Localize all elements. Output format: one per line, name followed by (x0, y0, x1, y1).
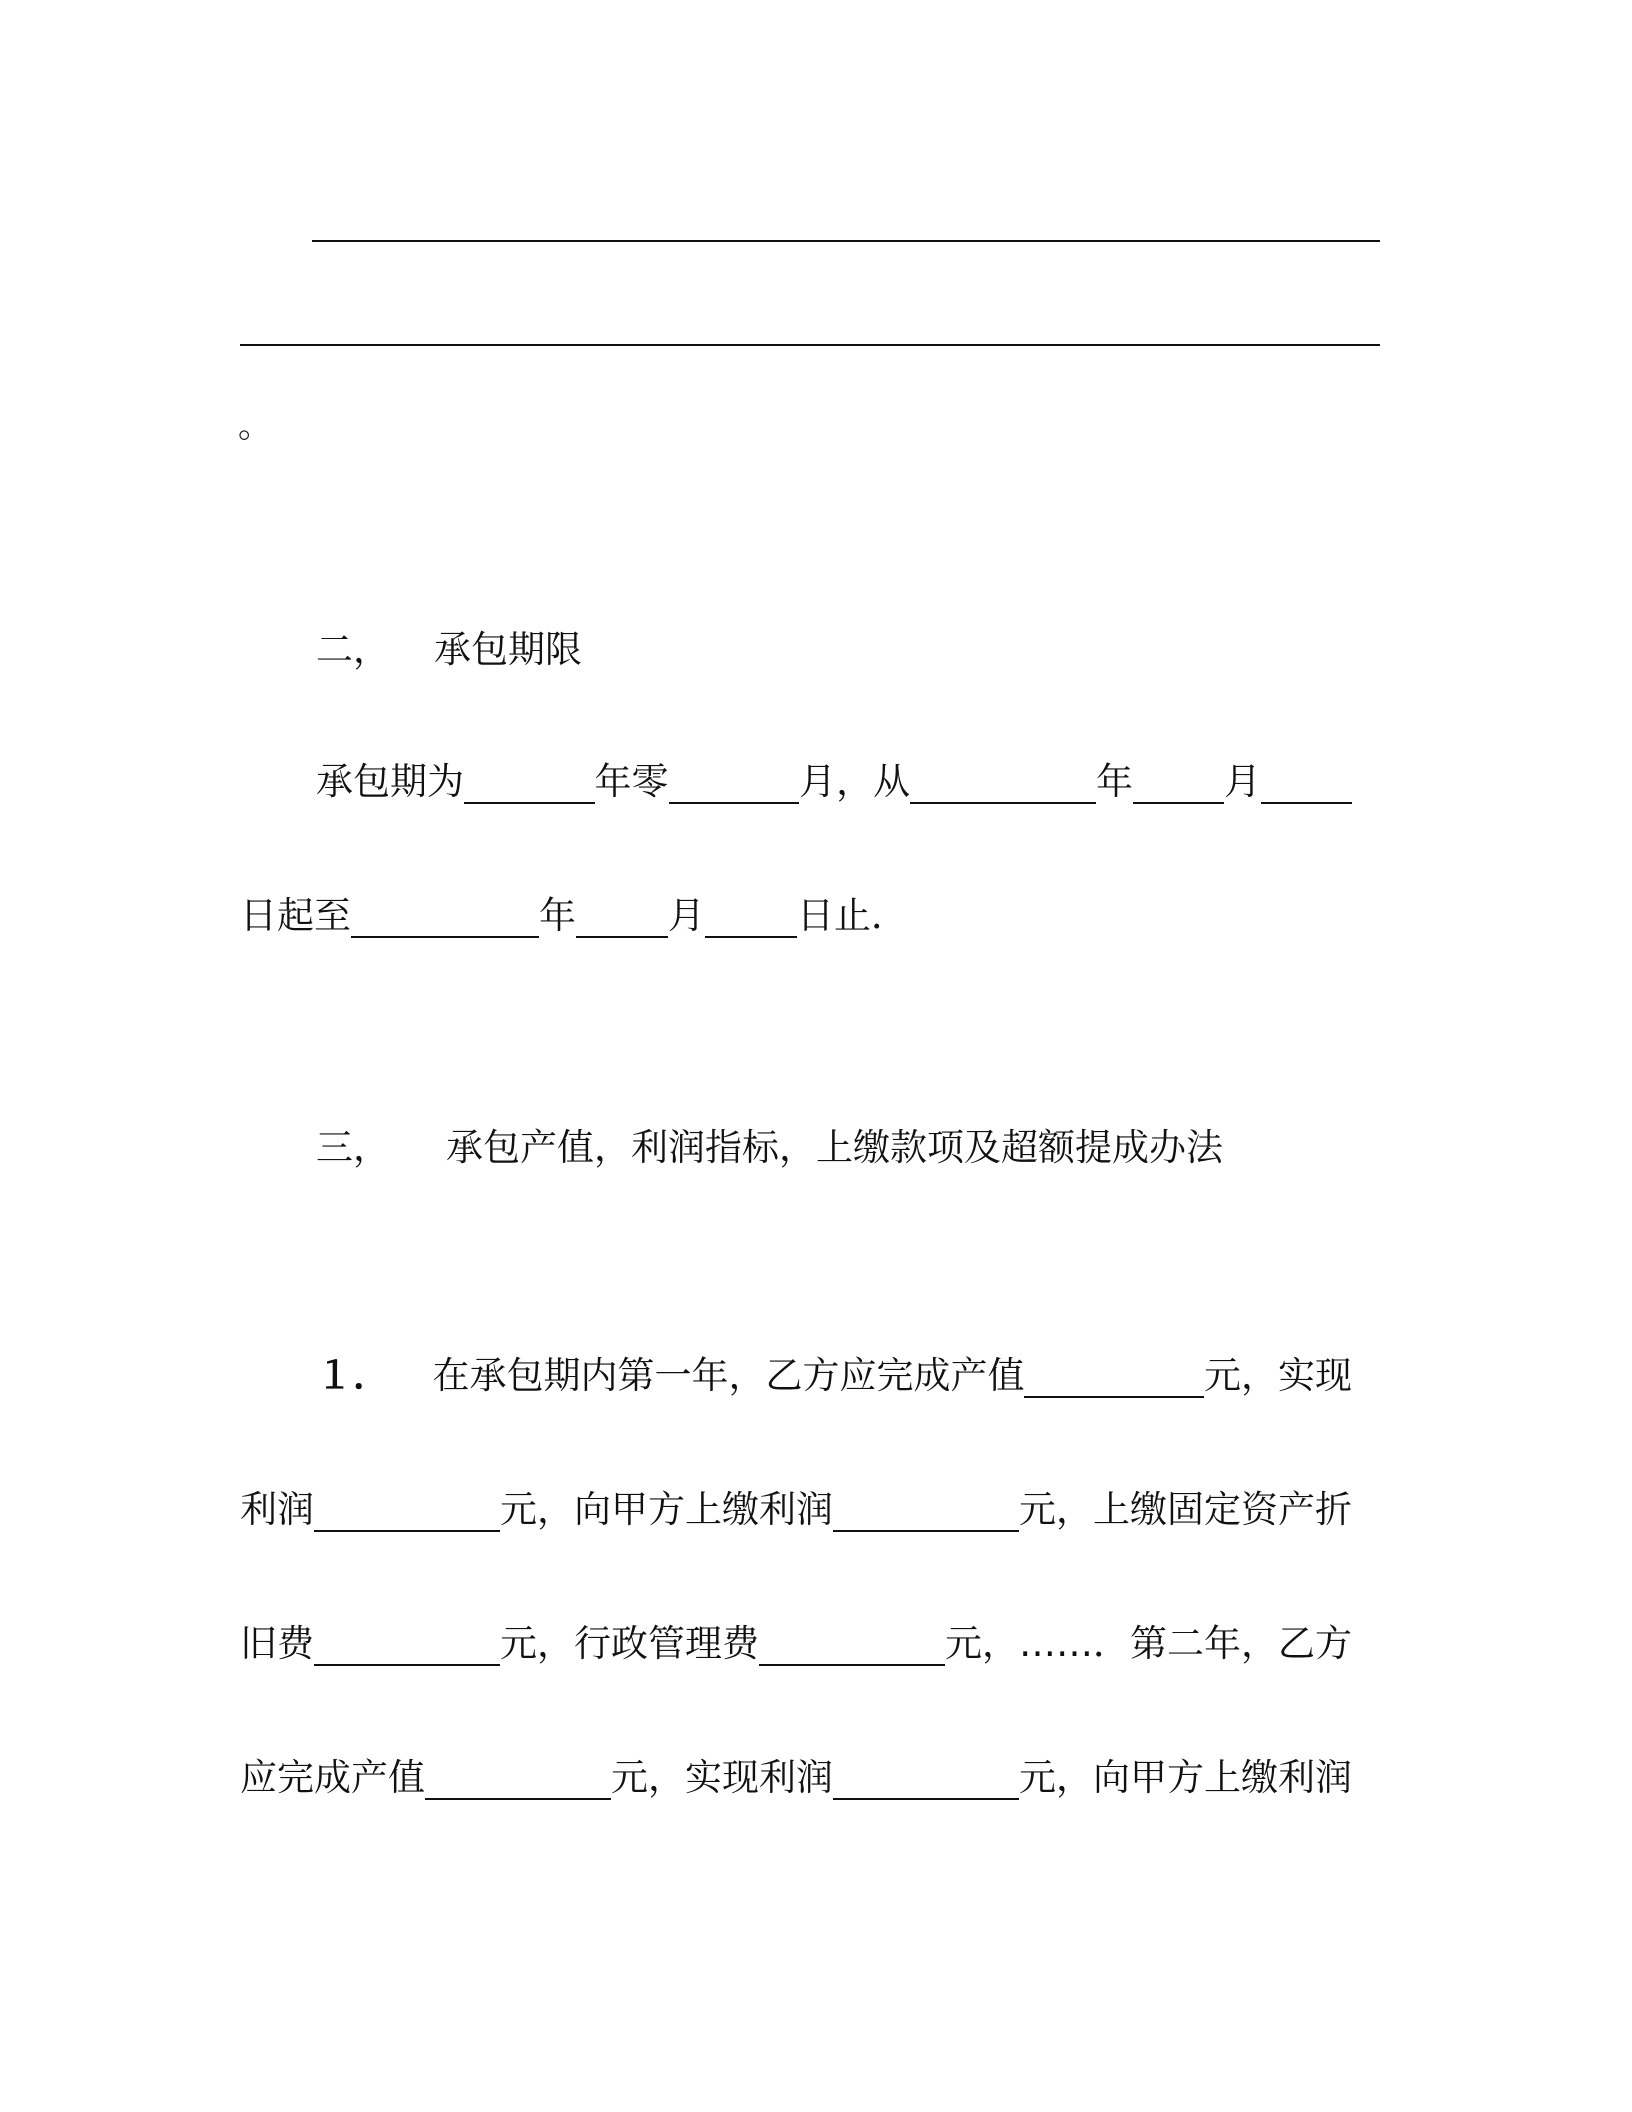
section-2-number: 二， (316, 628, 390, 671)
clause-1-text-9: 应完成产值 (240, 1756, 425, 1799)
end-day-label: 日止． (797, 894, 908, 937)
blank-end-day[interactable] (705, 892, 797, 938)
blank-year2-profit[interactable] (833, 1754, 1019, 1800)
clause-1-number: １． (316, 1354, 390, 1397)
blank-term-months[interactable] (669, 758, 800, 804)
term-from-label: 月，从 (799, 760, 911, 803)
blank-line-1 (312, 240, 1380, 242)
blank-line-2 (240, 344, 1380, 346)
blank-end-month[interactable] (576, 892, 668, 938)
clause-1-text-3: 利润 (240, 1488, 314, 1531)
clause-1-text-6: 旧费 (240, 1622, 314, 1665)
blank-year1-profit-remit[interactable] (833, 1486, 1019, 1532)
section-2-title: 承包期限 (434, 628, 582, 671)
clause-1-line-2 (240, 1480, 1352, 1540)
start-day-label: 日起至 (240, 894, 351, 937)
clause-1-line-3 (240, 1614, 1352, 1674)
end-month-label: 月 (668, 894, 705, 937)
section-3-title: 承包产值，利润指标，上缴款项及超额提成办法 (446, 1126, 1223, 1169)
section-3-heading (316, 1118, 1352, 1178)
clause-1-line-4 (240, 1748, 1352, 1808)
clause-1-text-2: 元，实现 (1204, 1354, 1352, 1397)
term-label: 承包期为 (316, 760, 464, 803)
blank-start-day[interactable] (1261, 758, 1352, 804)
clause-1-text-7: 元，行政管理费 (500, 1622, 759, 1665)
clause-1-text-1: 在承包期内第一年，乙方应完成产值 (432, 1354, 1025, 1397)
blank-year1-output[interactable] (1024, 1352, 1204, 1398)
section-3-number: 三， (316, 1126, 390, 1169)
end-year-label: 年 (539, 894, 576, 937)
blank-year2-output[interactable] (425, 1754, 611, 1800)
clause-1-text-11: 元，向甲方上缴利润 (1019, 1756, 1352, 1799)
blank-year1-depreciation[interactable] (314, 1620, 500, 1666)
period-mark: 。 (238, 406, 272, 446)
clause-1-text-10: 元，实现利润 (611, 1756, 833, 1799)
blank-year1-profit[interactable] (314, 1486, 500, 1532)
blank-term-years[interactable] (464, 758, 595, 804)
start-month-label: 月 (1224, 760, 1262, 803)
start-year-label: 年 (1096, 760, 1134, 803)
section-2-heading (316, 620, 1352, 680)
clause-1-text-8: 元，……．第二年，乙方 (945, 1622, 1352, 1665)
term-line-2 (240, 886, 1352, 946)
blank-start-month[interactable] (1133, 758, 1224, 804)
clause-1-text-4: 元，向甲方上缴利润 (500, 1488, 833, 1531)
blank-end-year[interactable] (351, 892, 539, 938)
blank-start-year[interactable] (910, 758, 1096, 804)
clause-1-line-1 (316, 1346, 1352, 1406)
clause-1-text-5: 元，上缴固定资产折 (1019, 1488, 1352, 1531)
blank-year1-admin-fee[interactable] (759, 1620, 945, 1666)
term-years-label: 年零 (594, 760, 669, 803)
term-line-1 (316, 752, 1352, 812)
